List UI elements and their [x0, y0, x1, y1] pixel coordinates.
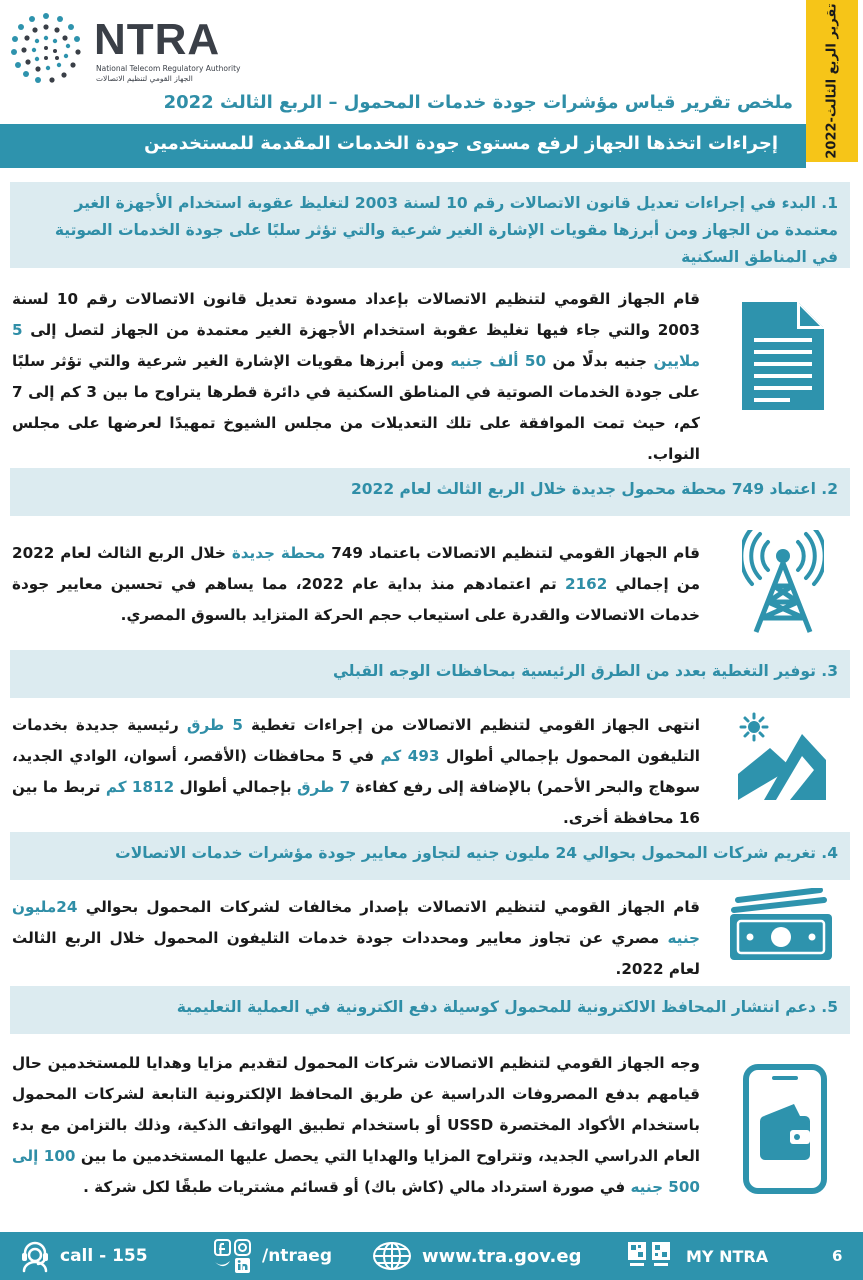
body-text: جنيه بدلًا من: [546, 352, 654, 370]
body-text: تم اعتمادهم منذ بداية عام 2022، مما يساهم في تحسين معايير جودة خدمات الاتصالات والقدرة على استيعاب حجم الحركة المتزايد بالسوق المصري.: [12, 575, 700, 624]
document-icon: [740, 300, 826, 412]
footer-app[interactable]: [628, 1232, 768, 1280]
body-text: قام الجهاز القومي لتنظيم الاتصالات بإعداد مسودة تعديل قانون الاتصالات رقم 10 لسنة 2003 والتي جاء فيها تغليظ عقوبة استخدام الأجهزة الغير معتمدة من الجهاز لتصل إلى: [12, 290, 701, 339]
body-text: تربط ما بين 16 محافظة أخرى.: [12, 778, 700, 827]
banner-title: إجراءات اتخذها الجهاز لرفع مستوى جودة الخدمات المقدمة للمستخدمين: [144, 133, 778, 154]
report-title: ملخص تقرير قياس مؤشرات جودة خدمات المحمول – الربع الثالث 2022: [163, 92, 793, 113]
highlighted-value: 7 طرق: [296, 778, 351, 796]
section-5-body: [12, 1048, 700, 1203]
section-4-body: [12, 892, 700, 985]
social-media-icons: [212, 1238, 256, 1274]
ntra-logo: [8, 8, 241, 88]
mountain-sun-icon: [736, 712, 828, 802]
logo-subtitle-en: National Telecom Regulatory Authority: [96, 64, 241, 73]
body-text: رئيسية جديدة بخدمات التليفون المحمول بإجمالي أطوال: [12, 716, 701, 765]
body-text: انتهى الجهاز القومي لتنظيم الاتصالات من إجراءات تغطية: [242, 716, 700, 734]
mobile-wallet-icon: [742, 1064, 828, 1194]
actions-banner: [0, 124, 806, 168]
body-text: قام الجهاز القومي لتنظيم الاتصالات باعتماد 749: [325, 544, 700, 562]
highlighted-value: 493 كم: [380, 747, 440, 765]
section-heading-text: 1. البدء في إجراءات تعديل قانون الاتصالات رقم 10 لسنة 2003 لتغليظ عقوبة استخدام الأجهزة الغير معتمدة من الجهاز ومن أبرزها مقويات الإشارة الغير شرعية والتي تؤثر سلبًا على جودة الخدمات الصوتية في المناطق السكنية: [54, 194, 838, 266]
body-text: قام الجهاز القومي لتنظيم الاتصالات بإصدار مخالفات لشركات المحمول بحوالي: [77, 898, 700, 916]
website-url: www.tra.gov.eg: [422, 1245, 582, 1267]
section-3-heading: [10, 650, 850, 698]
highlighted-value: 50 ألف جنيه: [450, 352, 547, 370]
globe-icon: [372, 1241, 412, 1271]
page-number: 6: [832, 1247, 843, 1265]
section-2-heading: [10, 468, 850, 516]
section-3-body: [12, 710, 700, 834]
section-1-heading: [10, 182, 850, 268]
section-heading-text: 5. دعم انتشار المحافظ الالكترونية للمحمول كوسيلة دفع الكترونية في العملية التعليمية: [176, 998, 838, 1016]
footer-call[interactable]: [18, 1232, 148, 1280]
highlighted-value: 100 إلى 500 جنيه: [12, 1147, 700, 1196]
qr-code-icon: [628, 1242, 672, 1270]
section-4-heading: [10, 832, 850, 880]
logo-subtitle-ar: الجهاز القومي لتنظيم الاتصالات: [96, 74, 193, 83]
body-text: في 5 محافظات (الأقصر، أسوان، الوادي الجديد، سوهاج والبحر الأحمر) بالإضافة إلى رفع كفاءة: [12, 747, 701, 796]
footer-bar: [0, 1232, 863, 1280]
highlighted-value: 2162: [565, 575, 608, 593]
footer-social[interactable]: [212, 1232, 332, 1280]
logo-dots-icon: [8, 10, 84, 86]
body-text: في صورة استرداد مالي (كاش باك) أو قسائم مشتريات طبقًا لكل شركة .: [83, 1178, 631, 1196]
body-text: بإجمالي أطوال: [174, 778, 297, 796]
headset-icon: [18, 1239, 52, 1273]
section-2-body: [12, 538, 700, 631]
highlighted-value: 5 طرق: [186, 716, 243, 734]
money-icon: [728, 888, 834, 962]
call-number: call - 155: [60, 1246, 148, 1266]
section-heading-text: 4. تغريم شركات المحمول بحوالي 24 مليون جنيه لتجاوز معايير جودة مؤشرات خدمات الاتصالات: [115, 844, 838, 862]
body-text: مصري عن تجاوز معايير ومحددات جودة خدمات التليفون المحمول خلال الربع الثالث لعام 2022.: [12, 929, 700, 978]
section-5-heading: [10, 986, 850, 1034]
body-text: وجه الجهاز القومي لتنظيم الاتصالات شركات المحمول لتقديم مزايا وهدايا للمستخدمين حال قيامهم بدفع المصروفات الدراسية عن طريق المحافظ الإلكترونية التابعة لشركات المحمول باستخدام الأكواد المختصرة USSD أو باستخدام تطبيق الهواتف الذكية، وذلك بالتزامن مع بدء العام الدراسي الجديد، وتتراوح المزايا والهدايا التي يحصل عليها المستخدمين ما بين: [12, 1054, 701, 1165]
logo-wordmark: NTRA: [94, 15, 221, 64]
body-text: ومن أبرزها مقويات الإشارة الغير شرعية والتي تؤثر سلبًا على جودة الخدمات الصوتية في المناطق السكنية في دائرة قطرها يتراوح ما بين 3 كم إلى 7 كم، حيث تمت الموافقة على تلك التعديلات من مجلس الشيوخ تمهيدًا لعرضها على مجلس النواب.: [12, 352, 700, 463]
report-period-label: تقرير الربع الثالث-2022: [824, 3, 840, 159]
section-heading-text: 3. توفير التغطية بعدد من الطرق الرئيسية بمحافظات الوجه القبلي: [332, 662, 838, 680]
antenna-icon: [742, 530, 824, 634]
body-text: خلال الربع الثالث لعام 2022 من إجمالي: [12, 544, 700, 593]
section-1-body: [12, 284, 700, 470]
highlighted-value: 5 ملايين: [12, 321, 700, 370]
footer-website[interactable]: [372, 1232, 582, 1280]
highlighted-value: 24مليون جنيه: [12, 898, 700, 947]
highlighted-value: 1812 كم: [105, 778, 175, 796]
highlighted-value: محطة جديدة: [231, 544, 326, 562]
social-handle: /ntraeg: [262, 1246, 332, 1266]
app-name: MY NTRA: [686, 1246, 769, 1266]
report-period-tab: [806, 0, 858, 162]
section-heading-text: 2. اعتماد 749 محطة محمول جديدة خلال الربع الثالث لعام 2022: [350, 480, 838, 498]
